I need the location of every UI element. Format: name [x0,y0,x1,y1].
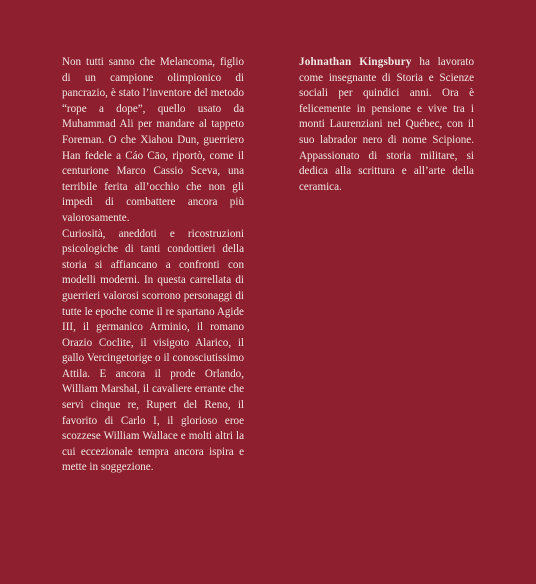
synopsis-paragraph-2: Curiosità, aneddoti e ricostruzioni psicologiche di tanti condottieri della storia si affiancano a confronti con modelli moderni. In questa carrellata di guerrieri valorosi scorrono personaggi di tutte le epoche come il re spartano Agide III, il germanico Arminio, il romano Orazio Coclite, il visigoto Alarico, il gallo Vercingetorige o il conosciutissimo Attila. E ancora il prode Orlando, William Marshal, il cavaliere errante che servì cinque re, Rupert del Reno, il favorito di Carlo I, il glorioso eroe scozzese William Wallace e molti altri la cui eccezionale tempra ancora ispira e mette in soggezione. [62,227,244,474]
synopsis-column [62,55,244,476]
synopsis-paragraph-1: Non tutti sanno che Melancoma, figlio di un campione olimpionico di pancrazio, è stato l’inventore del metodo “rope a dope”, quello usato da Muhammad Ali per mandare al tappeto Foreman. O che Xiahou Dun, guerriero Han fedele a Cáo Cāo, riportò, come il centurione Marco Cassio Sceva, una terribile ferita all’occhio che non gli impedì di combattere ancora più valorosamente. [62,56,244,224]
author-bio-text: ha lavorato come insegnante di Storia e Scienze sociali per quindici anni. Ora è felicemente in pensione e vive tra i monti Laurenziani nel Québec, con il suo labrador nero di nome Scipione. Appassionato di storia militare, si dedica alla scrittura e all’arte della ceramica. [299,56,474,193]
author-bio-column [299,55,474,195]
author-bio-paragraph [299,55,474,195]
author-name: Johnathan Kingsbury [299,56,412,68]
